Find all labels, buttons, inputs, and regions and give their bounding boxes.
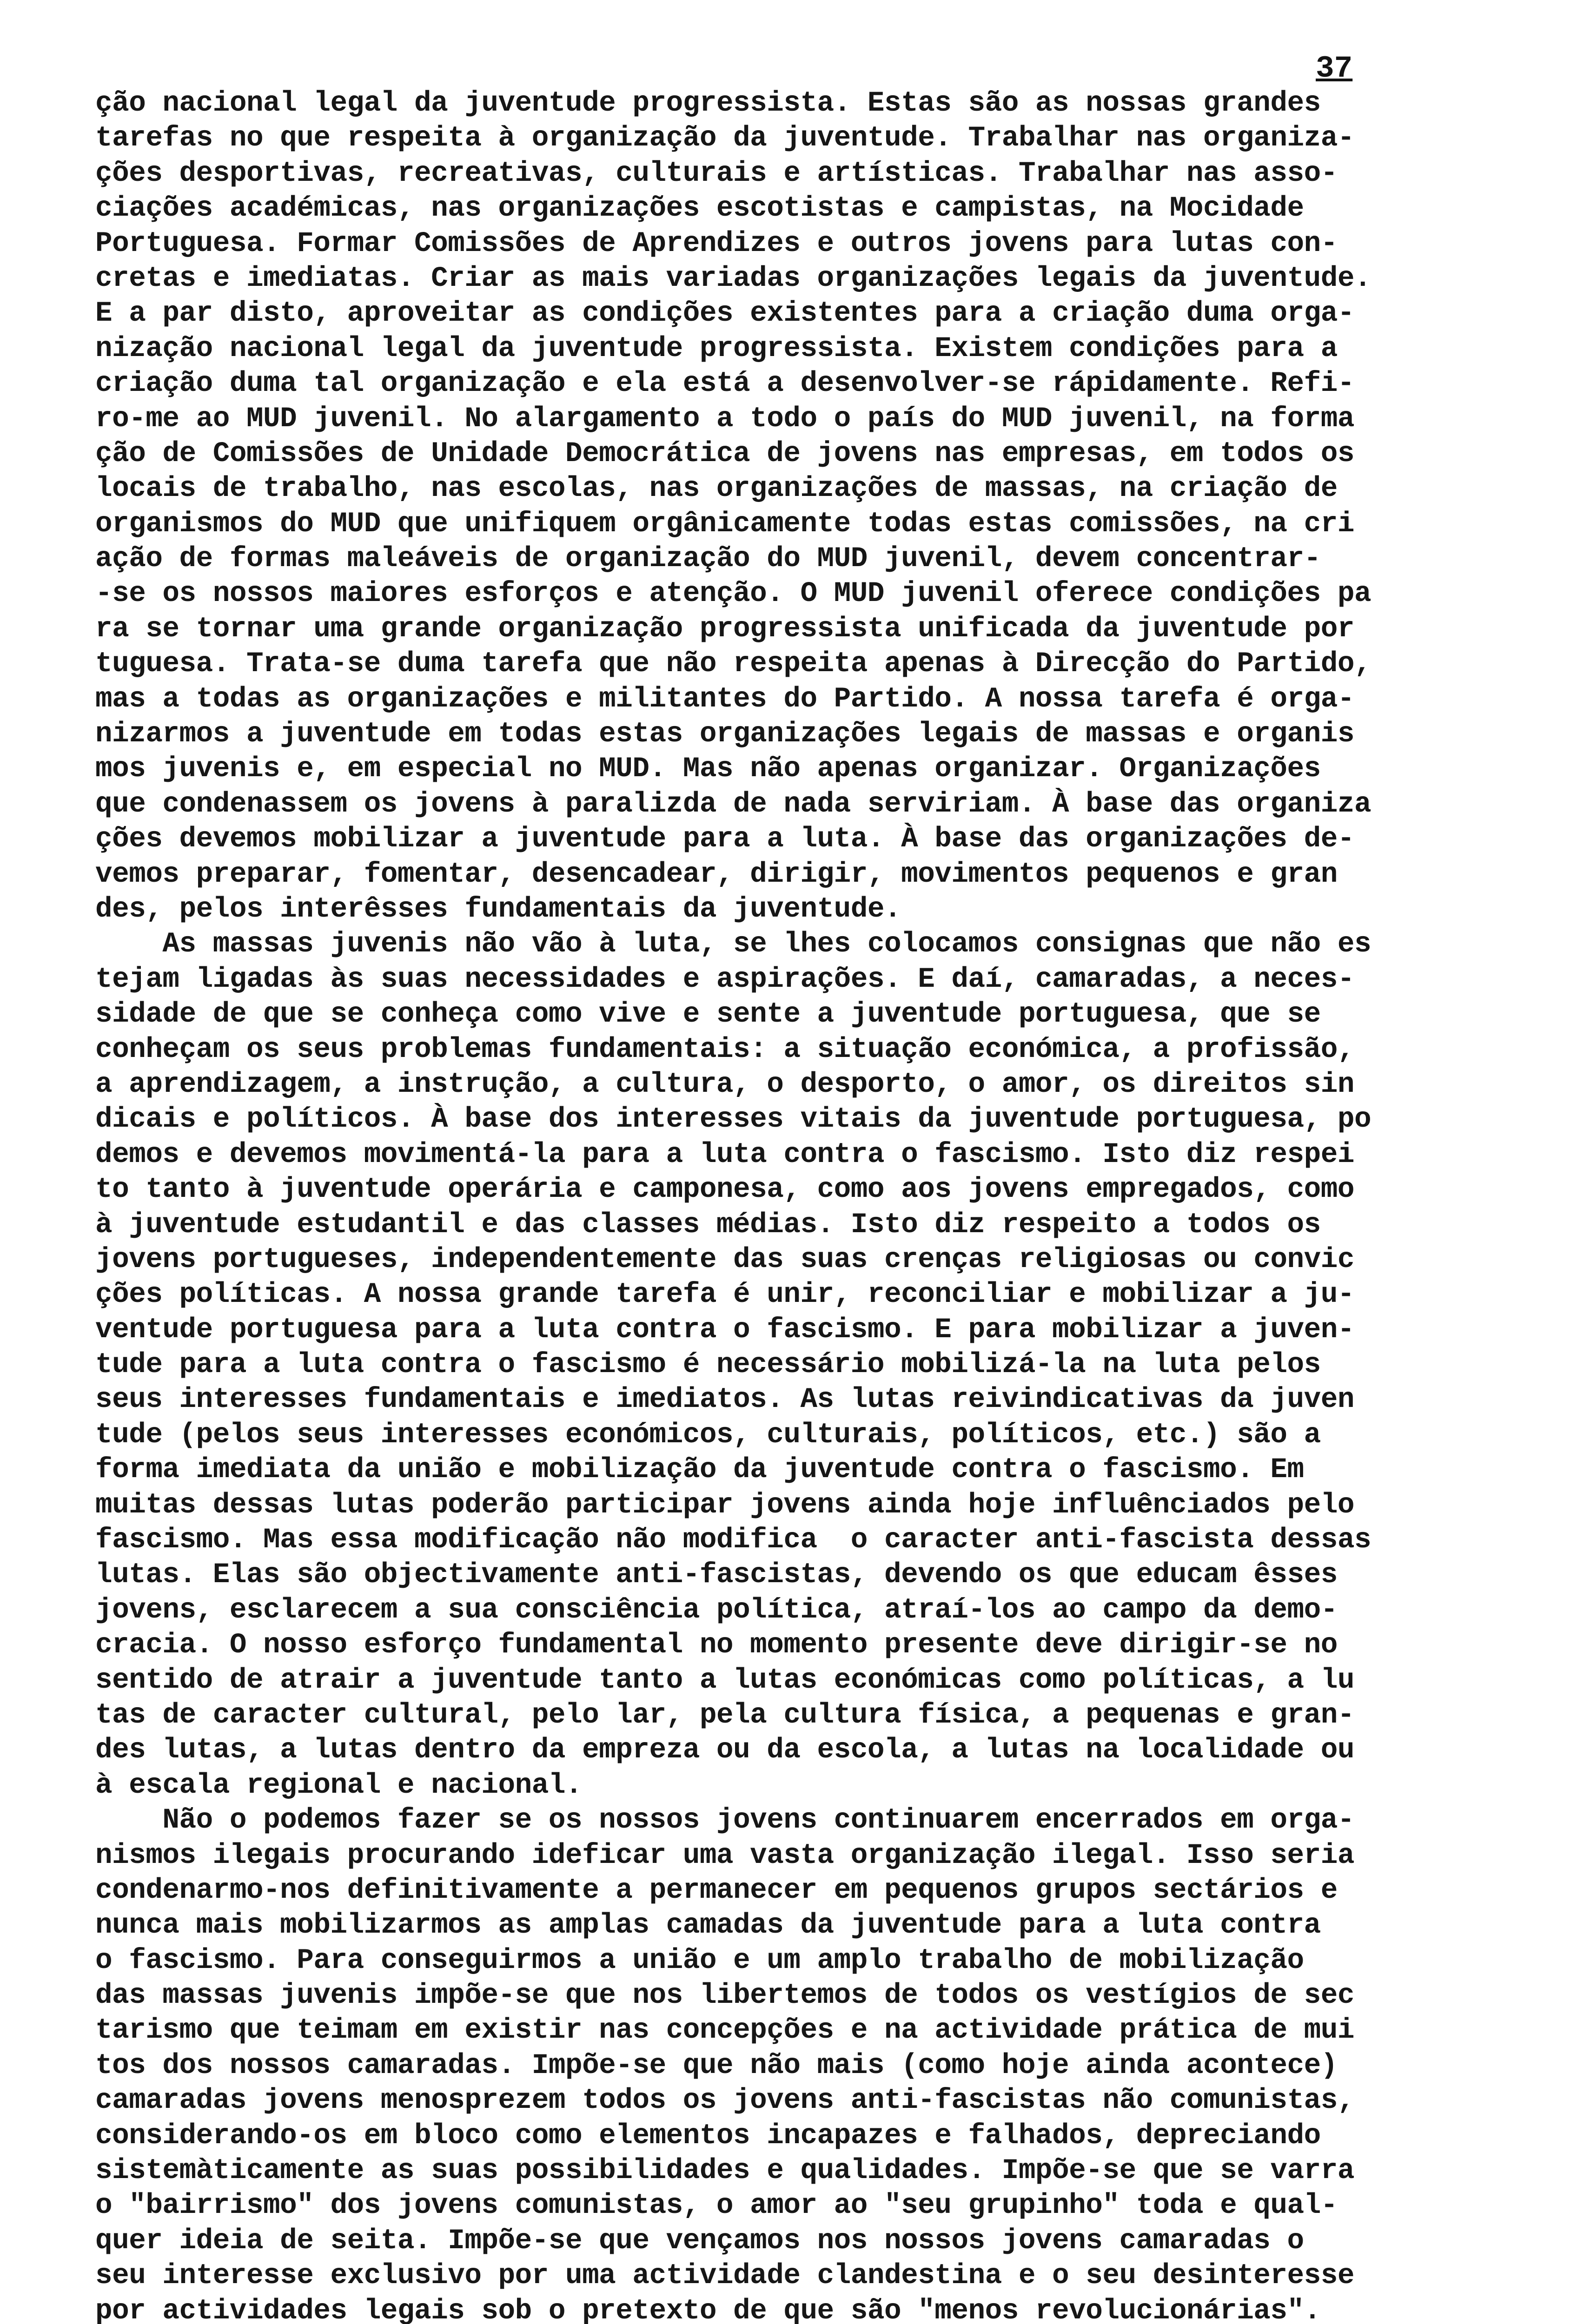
text-line: das massas juvenis impõe-se que nos libertemos de todos os vestígios de sec [95, 1980, 1354, 2012]
text-line: ções devemos mobilizar a juventude para a luta. À base das organizações de- [95, 823, 1354, 856]
text-line: vemos preparar, fomentar, desencadear, dirigir, movimentos pequenos e gran [95, 858, 1338, 891]
text-line: to tanto à juventude operária e camponesa, como aos jovens empregados, como [95, 1174, 1354, 1206]
text-line: nunca mais mobilizarmos as amplas camadas da juventude para a luta contra [95, 1909, 1321, 1942]
text-line: cretas e imediatas. Criar as mais variadas organizações legais da juventude. [95, 262, 1372, 295]
text-line: conheçam os seus problemas fundamentais: a situação económica, a profissão, [95, 1033, 1354, 1066]
text-line: tude (pelos seus interesses económicos, culturais, políticos, etc.) são a [95, 1419, 1321, 1451]
text-line: As massas juvenis não vão à luta, se lhes colocamos consignas que não es [95, 928, 1372, 961]
text-line: à juventude estudantil e das classes médias. Isto diz respeito a todos os [95, 1208, 1321, 1241]
text-line: des lutas, a lutas dentro da empreza ou da escola, a lutas na localidade ou [95, 1734, 1354, 1767]
text-line: cracia. O nosso esforço fundamental no momento presente deve dirigir-se no [95, 1629, 1338, 1662]
text-line: ação de formas maleáveis de organização do MUD juvenil, devem concentrar- [95, 543, 1321, 575]
text-line: camaradas jovens menosprezem todos os jovens anti-fascistas não comunistas, [95, 2085, 1354, 2117]
text-line: dicais e políticos. À base dos interesses vitais da juventude portuguesa, po [95, 1103, 1372, 1136]
text-line: o fascismo. Para conseguirmos a união e um amplo trabalho de mobilização [95, 1944, 1304, 1977]
text-line: fascismo. Mas essa modificação não modifica o caracter anti-fascista dessas [95, 1524, 1372, 1557]
text-line: quer ideia de seita. Impõe-se que vençamos nos nossos jovens camaradas o [95, 2225, 1304, 2257]
text-line: ra se tornar uma grande organização progressista unificada da juventude por [95, 613, 1354, 645]
text-line: seu interesse exclusivo por uma actividade clandestina e o seu desinteresse [95, 2260, 1354, 2292]
text-line: considerando-os em bloco como elementos incapazes e falhados, depreciando [95, 2119, 1321, 2152]
text-line: ção nacional legal da juventude progressista. Estas são as nossas grandes [95, 87, 1321, 119]
text-line: Portuguesa. Formar Comissões de Aprendizes e outros jovens para lutas con- [95, 227, 1338, 260]
text-line: locais de trabalho, nas escolas, nas organizações de massas, na criação de [95, 473, 1338, 505]
text-line: ventude portuguesa para a luta contra o fascismo. E para mobilizar a juven- [95, 1314, 1354, 1346]
page-number: 37 [1316, 51, 1353, 86]
text-line: forma imediata da união e mobilização da juventude contra o fascismo. Em [95, 1454, 1304, 1486]
text-line: sidade de que se conheça como vive e sente a juventude portuguesa, que se [95, 998, 1321, 1031]
text-line: -se os nossos maiores esforços e atenção. O MUD juvenil oferece condições pa [95, 578, 1372, 610]
text-line: por actividades legais sob o pretexto de que são "menos revolucionárias". [95, 2295, 1321, 2324]
text-line: sentido de atrair a juventude tanto a lutas económicas como políticas, a lu [95, 1664, 1354, 1697]
text-line: jovens, esclarecem a sua consciência política, atraí-los ao campo da demo- [95, 1594, 1338, 1626]
text-line: que condenassem os jovens à paralizda de nada serviriam. À base das organiza [95, 788, 1372, 820]
text-line: ro-me ao MUD juvenil. No alargamento a todo o país do MUD juvenil, na forma [95, 403, 1354, 435]
text-line: ções políticas. A nossa grande tarefa é unir, reconciliar e mobilizar a ju- [95, 1279, 1354, 1311]
text-line: mas a todas as organizações e militantes do Partido. A nossa tarefa é orga- [95, 683, 1354, 715]
text-line: tejam ligadas às suas necessidades e aspirações. E daí, camaradas, a neces- [95, 963, 1354, 996]
body-text [95, 86, 1499, 2324]
text-line: tas de caracter cultural, pelo lar, pela cultura física, a pequenas e gran- [95, 1699, 1354, 1731]
text-line: mos juvenis e, em especial no MUD. Mas não apenas organizar. Organizações [95, 753, 1321, 786]
text-line: organismos do MUD que unifiquem orgânicamente todas estas comissões, na cri [95, 508, 1354, 540]
text-line: seus interesses fundamentais e imediatos. As lutas reivindicativas da juven [95, 1384, 1354, 1416]
text-line: tarismo que teimam em existir nas concepções e na actividade prática de mui [95, 2014, 1354, 2047]
text-line: nizarmos a juventude em todas estas organizações legais de massas e organis [95, 718, 1354, 751]
text-line: tos dos nossos camaradas. Impõe-se que não mais (como hoje ainda acontece) [95, 2049, 1338, 2082]
text-line: tarefas no que respeita à organização da juventude. Trabalhar nas organiza- [95, 122, 1354, 155]
text-line: ções desportivas, recreativas, culturais e artísticas. Trabalhar nas asso- [95, 157, 1338, 190]
text-line: muitas dessas lutas poderão participar jovens ainda hoje influênciados pelo [95, 1489, 1354, 1521]
text-line: nismos ilegais procurando ideficar uma vasta organização ilegal. Isso seria [95, 1839, 1354, 1872]
text-line: a aprendizagem, a instrução, a cultura, o desporto, o amor, os direitos sin [95, 1068, 1354, 1101]
text-line: sistemàticamente as suas possibilidades e qualidades. Impõe-se que se varra [95, 2155, 1354, 2187]
text-line: tude para a luta contra o fascismo é necessário mobilizá-la na luta pelos [95, 1349, 1321, 1381]
text-line: des, pelos interêsses fundamentais da juventude. [95, 893, 901, 925]
text-line: o "bairrismo" dos jovens comunistas, o amor ao "seu grupinho" toda e qual- [95, 2190, 1338, 2222]
text-line: jovens portugueses, independentemente das suas crenças religiosas ou convic [95, 1243, 1354, 1276]
text-line: Não o podemos fazer se os nossos jovens continuarem encerrados em orga- [95, 1804, 1354, 1837]
text-line: ciações académicas, nas organizações escotistas e campistas, na Mocidade [95, 192, 1304, 225]
text-line: E a par disto, aproveitar as condições existentes para a criação duma orga- [95, 297, 1354, 330]
text-line: ção de Comissões de Unidade Democrática de jovens nas empresas, em todos os [95, 437, 1354, 470]
text-line: condenarmo-nos definitivamente a permanecer em pequenos grupos sectários e [95, 1874, 1338, 1907]
text-line: à escala regional e nacional. [95, 1769, 583, 1802]
text-line: criação duma tal organização e ela está a desenvolver-se rápidamente. Refi- [95, 368, 1354, 400]
text-line: demos e devemos movimentá-la para a luta contra o fascismo. Isto diz respei [95, 1138, 1354, 1171]
text-line: tuguesa. Trata-se duma tarefa que não respeita apenas à Direcção do Partido, [95, 648, 1372, 680]
text-line: lutas. Elas são objectivamente anti-fascistas, devendo os que educam êsses [95, 1559, 1338, 1591]
text-line: nização nacional legal da juventude progressista. Existem condições para a [95, 332, 1338, 365]
